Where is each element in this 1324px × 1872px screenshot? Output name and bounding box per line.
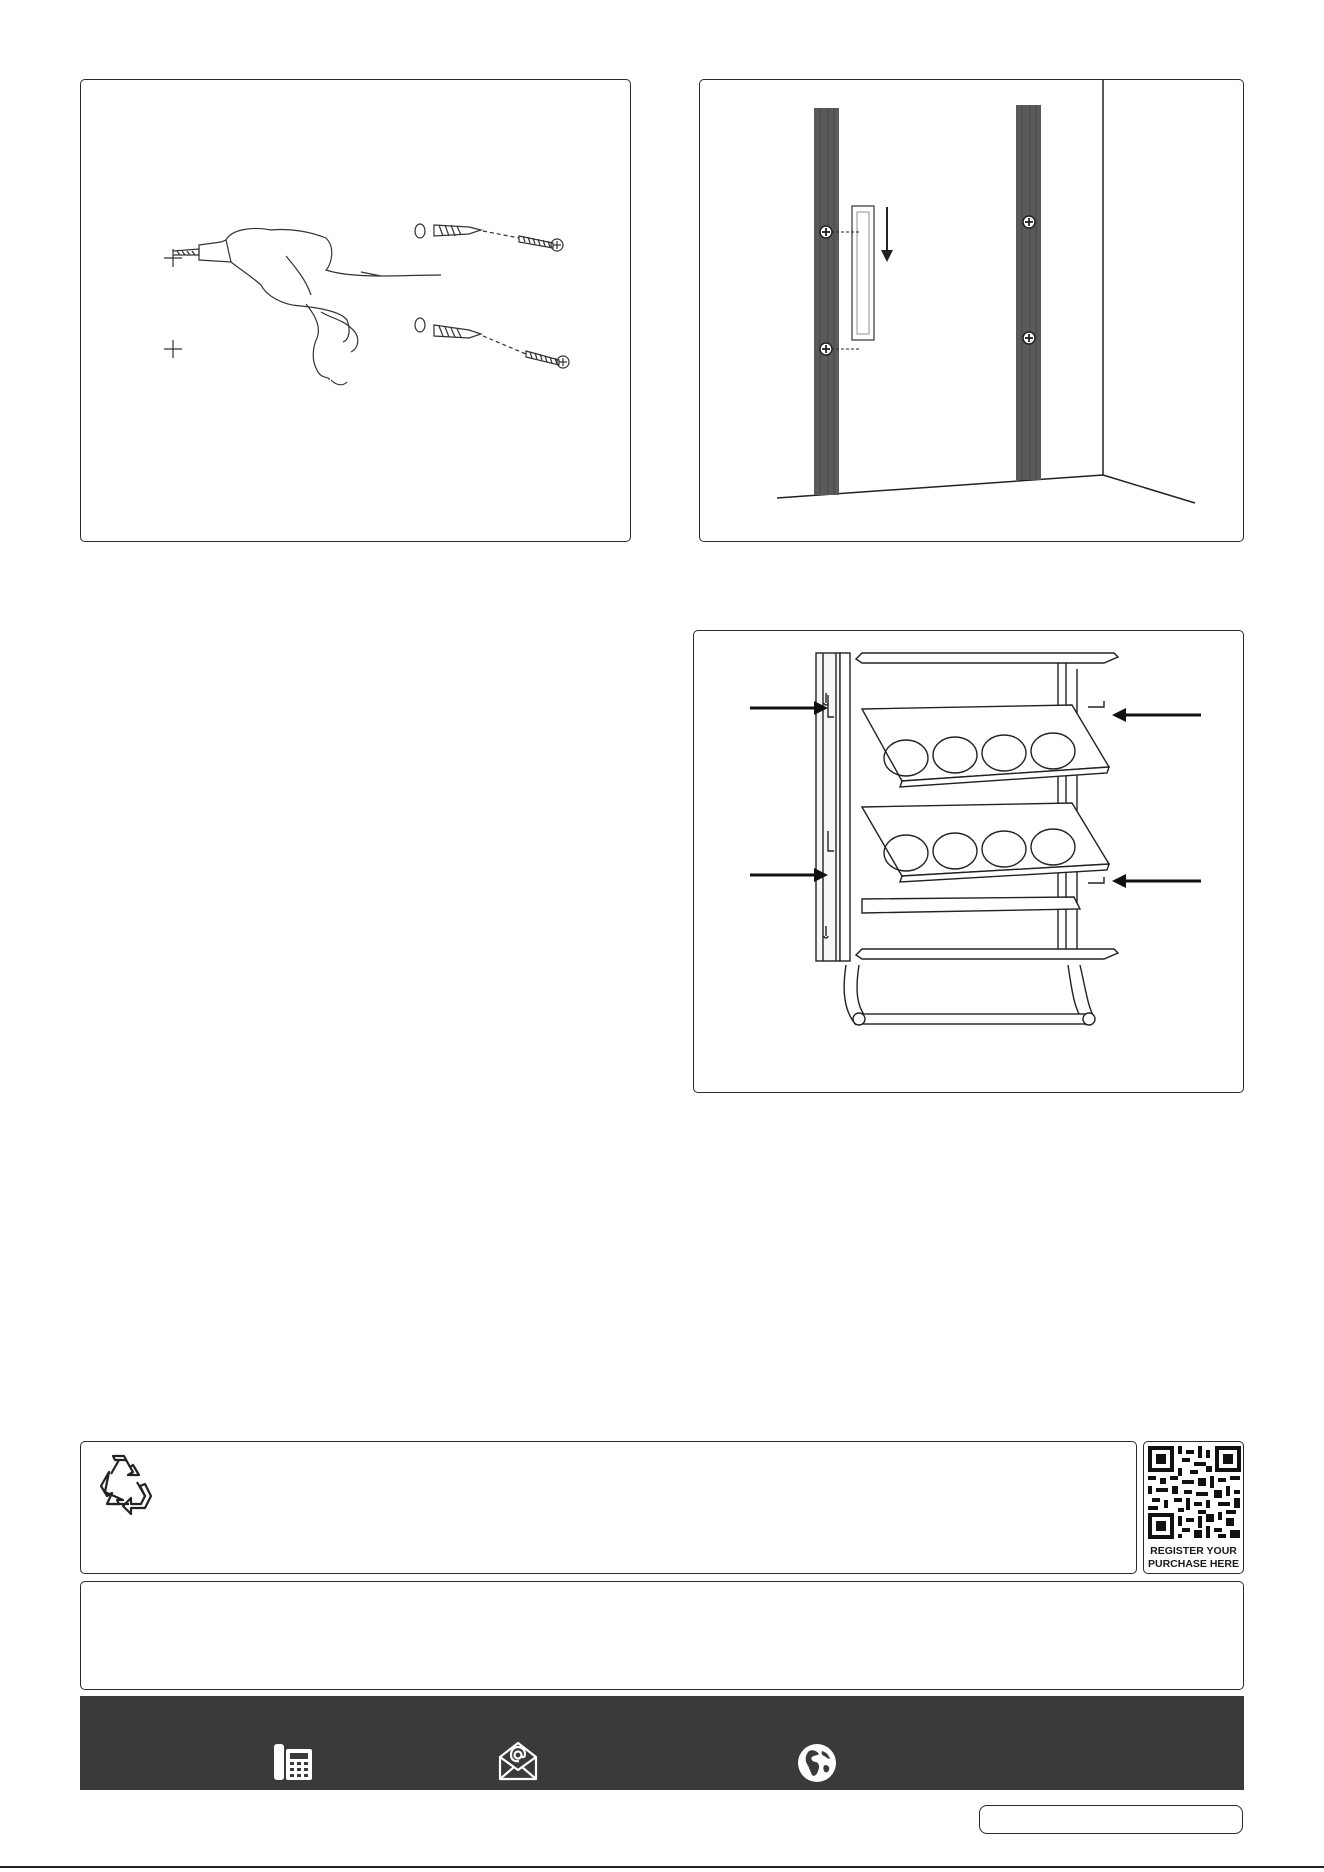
step-fix-bracket-panel [699, 79, 1244, 542]
rack-hanging-illustration [694, 631, 1245, 1094]
drill-and-wallplug-illustration [81, 80, 632, 543]
step-drill-holes-panel [80, 79, 631, 542]
reference-box [979, 1805, 1243, 1834]
bottom-rule [0, 1866, 1324, 1868]
qr-caption-line2: PURCHASE HERE [1147, 1558, 1239, 1570]
info-box [80, 1581, 1244, 1690]
contact-bar [80, 1696, 1244, 1790]
globe-icon[interactable] [797, 1743, 837, 1788]
qr-register-box [1143, 1441, 1244, 1574]
bracket-on-wall-illustration [700, 80, 1245, 543]
recycling-info-box [80, 1441, 1137, 1574]
step-hang-rack-panel [693, 630, 1244, 1093]
qr-caption-line1: REGISTER YOUR [1150, 1545, 1237, 1557]
email-icon[interactable] [497, 1740, 539, 1787]
phone-icon[interactable] [272, 1743, 314, 1786]
qr-caption [1144, 1545, 1243, 1571]
